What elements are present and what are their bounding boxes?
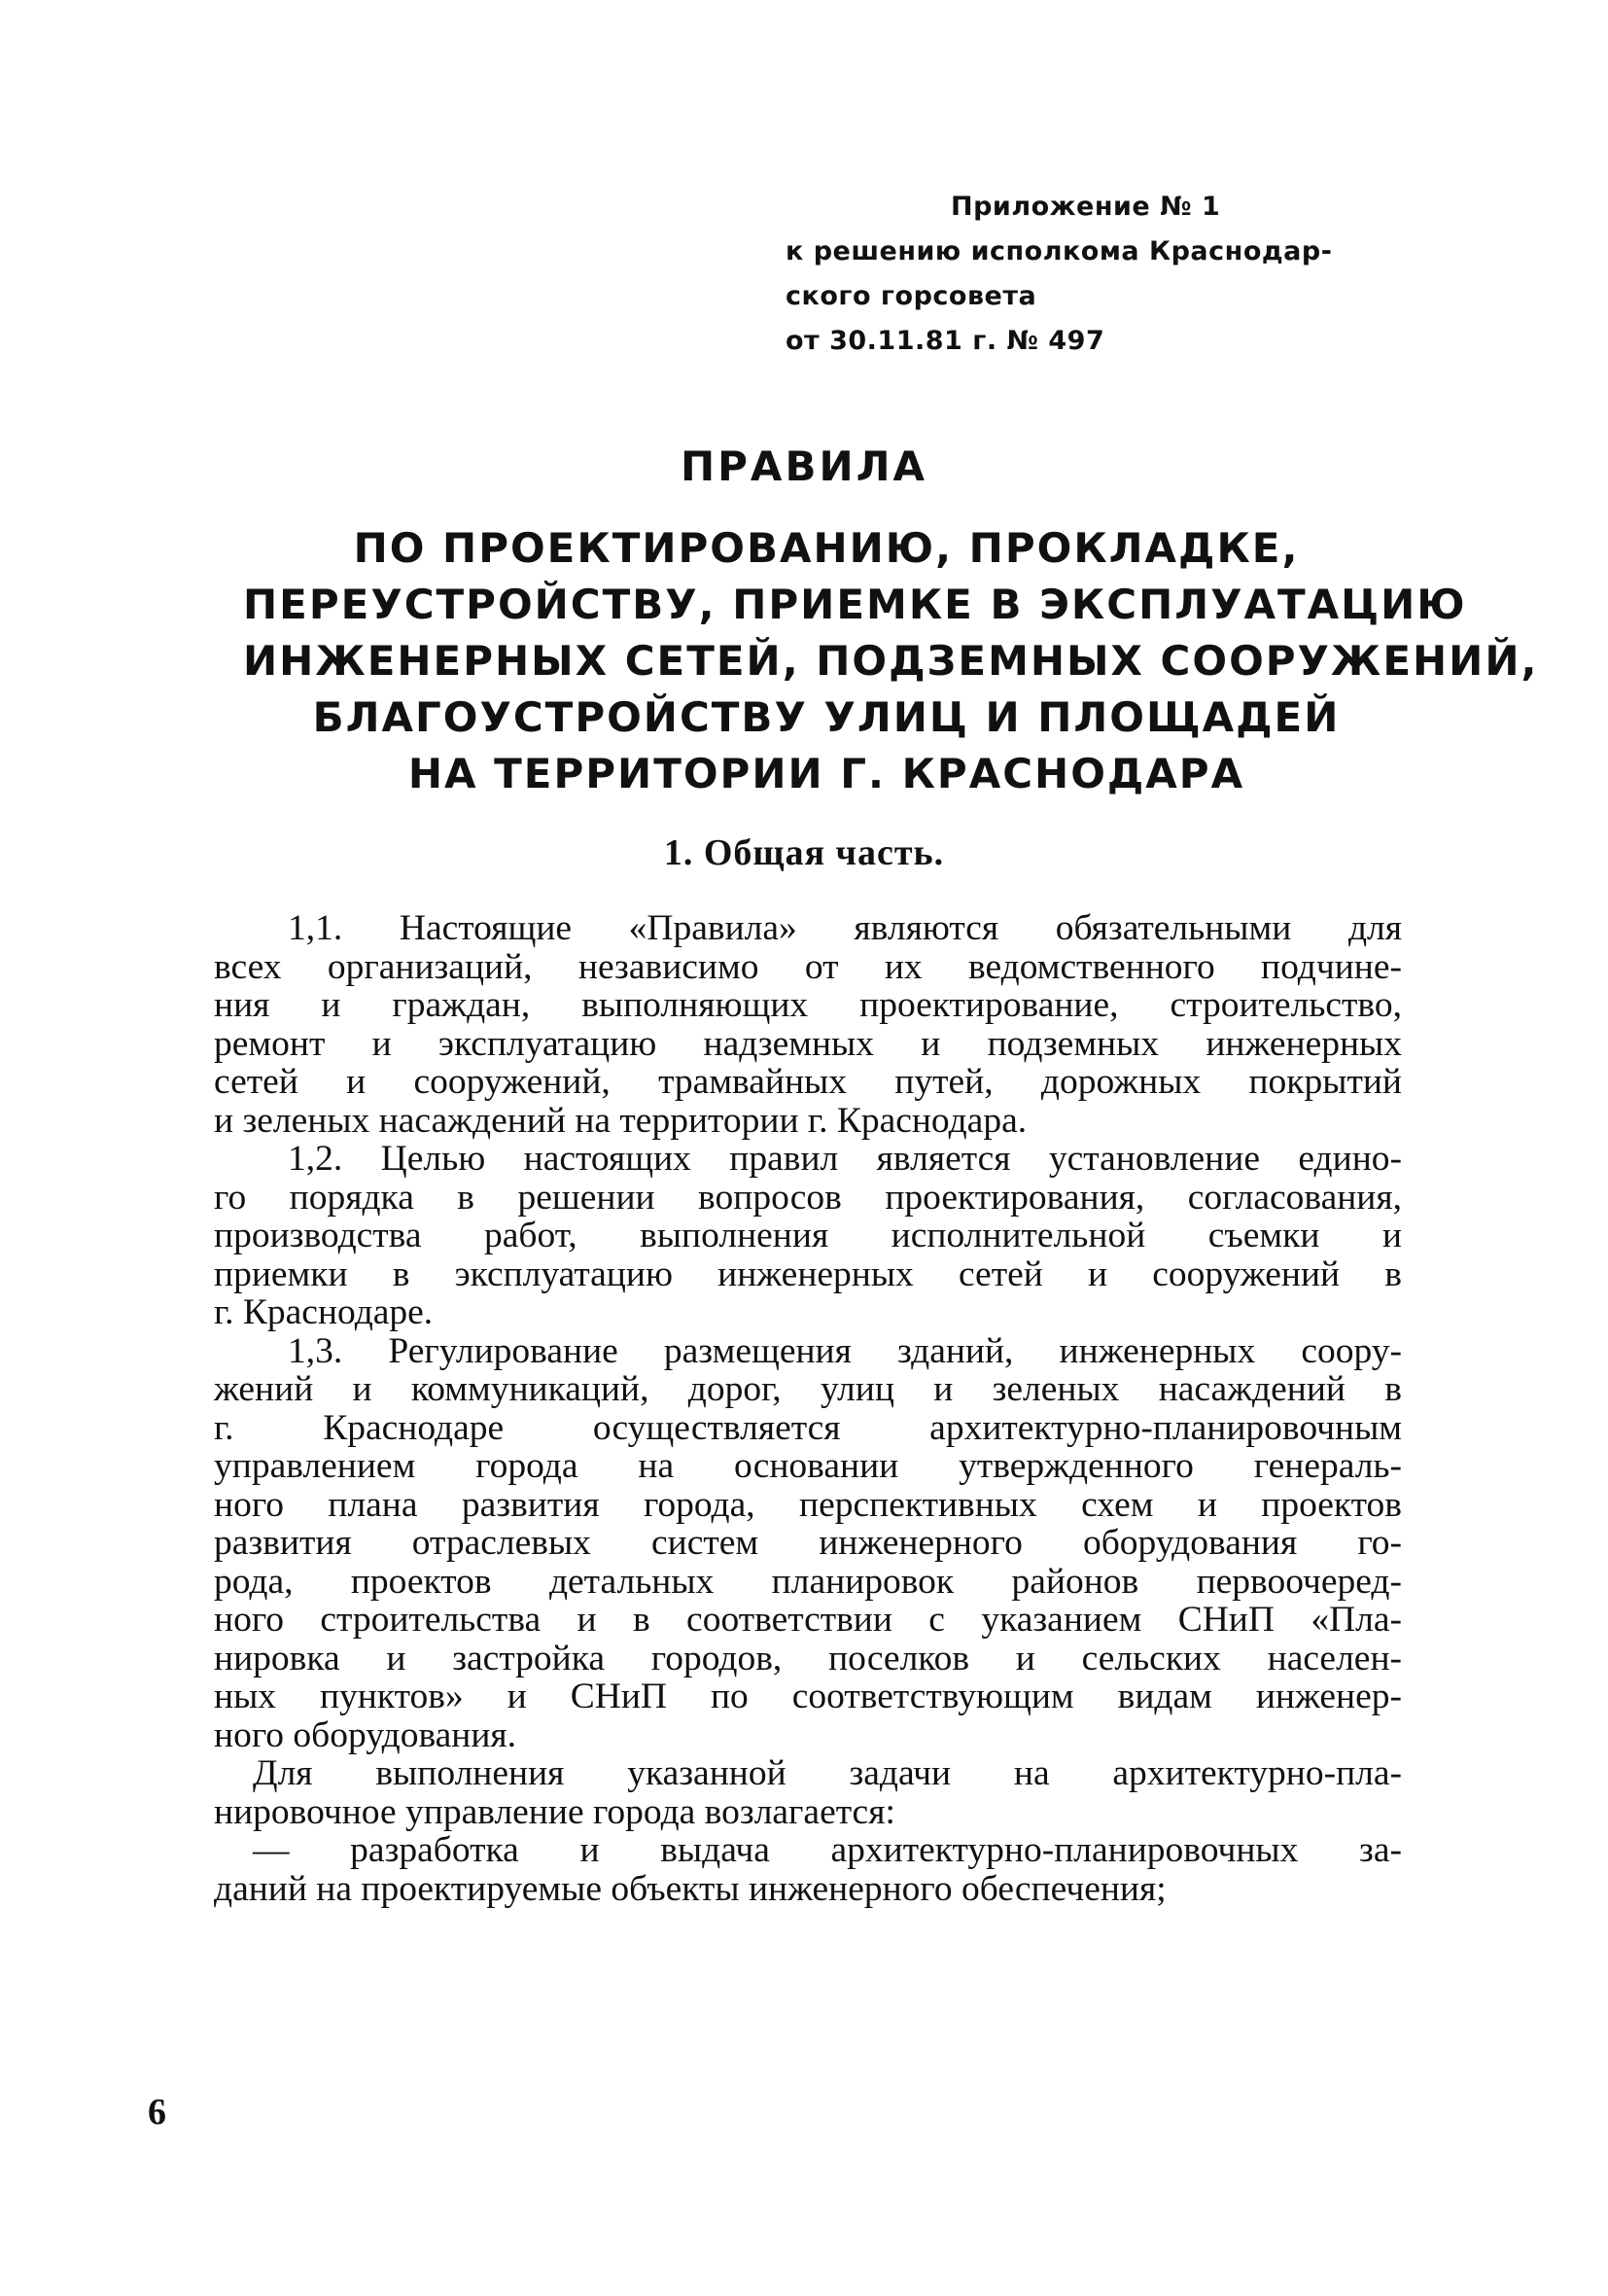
text-line: го порядка в решении вопросов проектирования, согласования, bbox=[214, 1177, 1402, 1218]
appendix-line: от 30.11.81 г. № 497 bbox=[786, 326, 1105, 356]
text-line: г. Краснодаре. bbox=[214, 1292, 434, 1332]
text-line: рода, проектов детальных планировок районов первоочеред- bbox=[214, 1561, 1402, 1602]
subtitle-line: БЛАГОУСТРОЙСТВУ УЛИЦ И ПЛОЩАДЕЙ bbox=[312, 693, 1341, 741]
document-body bbox=[214, 909, 1402, 1908]
text-line: нировочное управление города возлагается: bbox=[214, 1791, 895, 1832]
text-line: — разработка и выдача архитектурно-планировочных за- bbox=[253, 1830, 1402, 1870]
subtitle-line: ПО ПРОЕКТИРОВАНИЮ, ПРОКЛАДКЕ, bbox=[353, 524, 1300, 572]
text-line: управлением города на основании утвержденного генераль- bbox=[214, 1446, 1402, 1486]
document-title: ПРАВИЛА bbox=[681, 442, 927, 490]
text-line: ного оборудования. bbox=[214, 1714, 517, 1755]
text-line: ремонт и эксплуатацию надземных и подземных инженерных bbox=[214, 1023, 1402, 1064]
text-line: ного плана развития города, перспективных схем и проектов bbox=[214, 1484, 1402, 1525]
subtitle-line: НА ТЕРРИТОРИИ Г. КРАСНОДАРА bbox=[407, 750, 1245, 797]
section-heading: 1. Общая часть. bbox=[663, 832, 945, 873]
text-line: жений и коммуникаций, дорог, улиц и зеленых насаждений в bbox=[214, 1369, 1402, 1409]
page-number: 6 bbox=[148, 2092, 166, 2133]
text-line: Для выполнения указанной задачи на архитектурно-пла- bbox=[253, 1753, 1402, 1793]
appendix-reference bbox=[786, 185, 1408, 364]
appendix-line: к решению исполкома Краснодар- bbox=[786, 236, 1333, 266]
text-line: нировка и застройка городов, поселков и сельских населен- bbox=[214, 1638, 1402, 1678]
paragraph-item bbox=[214, 1831, 1402, 1908]
paragraph-1-1 bbox=[214, 909, 1402, 1140]
text-line: развития отраслевых систем инженерного оборудования го- bbox=[214, 1523, 1402, 1563]
text-line: ного строительства и в соответствии с указанием СНиП «Пла- bbox=[214, 1600, 1402, 1640]
subtitle-line: ИНЖЕНЕРНЫХ СЕТЕЙ, ПОДЗЕМНЫХ СООРУЖЕНИЙ, bbox=[243, 637, 1539, 685]
text-line: всех организаций, независимо от их ведомственного подчине- bbox=[214, 946, 1402, 987]
text-line: ных пунктов» и СНиП по соответствующим видам инженер- bbox=[214, 1677, 1402, 1716]
paragraph-1-2 bbox=[214, 1140, 1402, 1332]
appendix-line: Приложение № 1 bbox=[951, 192, 1221, 222]
text-line: даний на проектируемые объекты инженерного обеспечения; bbox=[214, 1868, 1167, 1909]
paragraph-1-3 bbox=[214, 1332, 1402, 1755]
text-line: 1,2. Целью настоящих правил является установление едино- bbox=[288, 1139, 1402, 1179]
text-line: г. Краснодаре осуществляется архитектурно-планировочным bbox=[214, 1407, 1402, 1448]
paragraph-task bbox=[214, 1754, 1402, 1831]
text-line: производства работ, выполнения исполнительной съемки и bbox=[214, 1216, 1402, 1255]
text-line: 1,1. Настоящие «Правила» являются обязательными для bbox=[288, 908, 1402, 948]
text-line: ния и граждан, выполняющих проектирование, строительство, bbox=[214, 985, 1402, 1025]
text-line: сетей и сооружений, трамвайных путей, дорожных покрытий bbox=[214, 1062, 1402, 1102]
text-line: и зеленых насаждений на территории г. Краснодара. bbox=[214, 1100, 1028, 1141]
text-line: 1,3. Регулирование размещения зданий, инженерных соору- bbox=[288, 1330, 1402, 1371]
document-subtitle bbox=[243, 520, 1539, 802]
subtitle-line: ПЕРЕУСТРОЙСТВУ, ПРИЕМКЕ В ЭКСПЛУАТАЦИЮ bbox=[243, 581, 1467, 628]
appendix-line: ского горсовета bbox=[786, 281, 1037, 311]
text-line: приемки в эксплуатацию инженерных сетей и сооружений в bbox=[214, 1254, 1402, 1294]
